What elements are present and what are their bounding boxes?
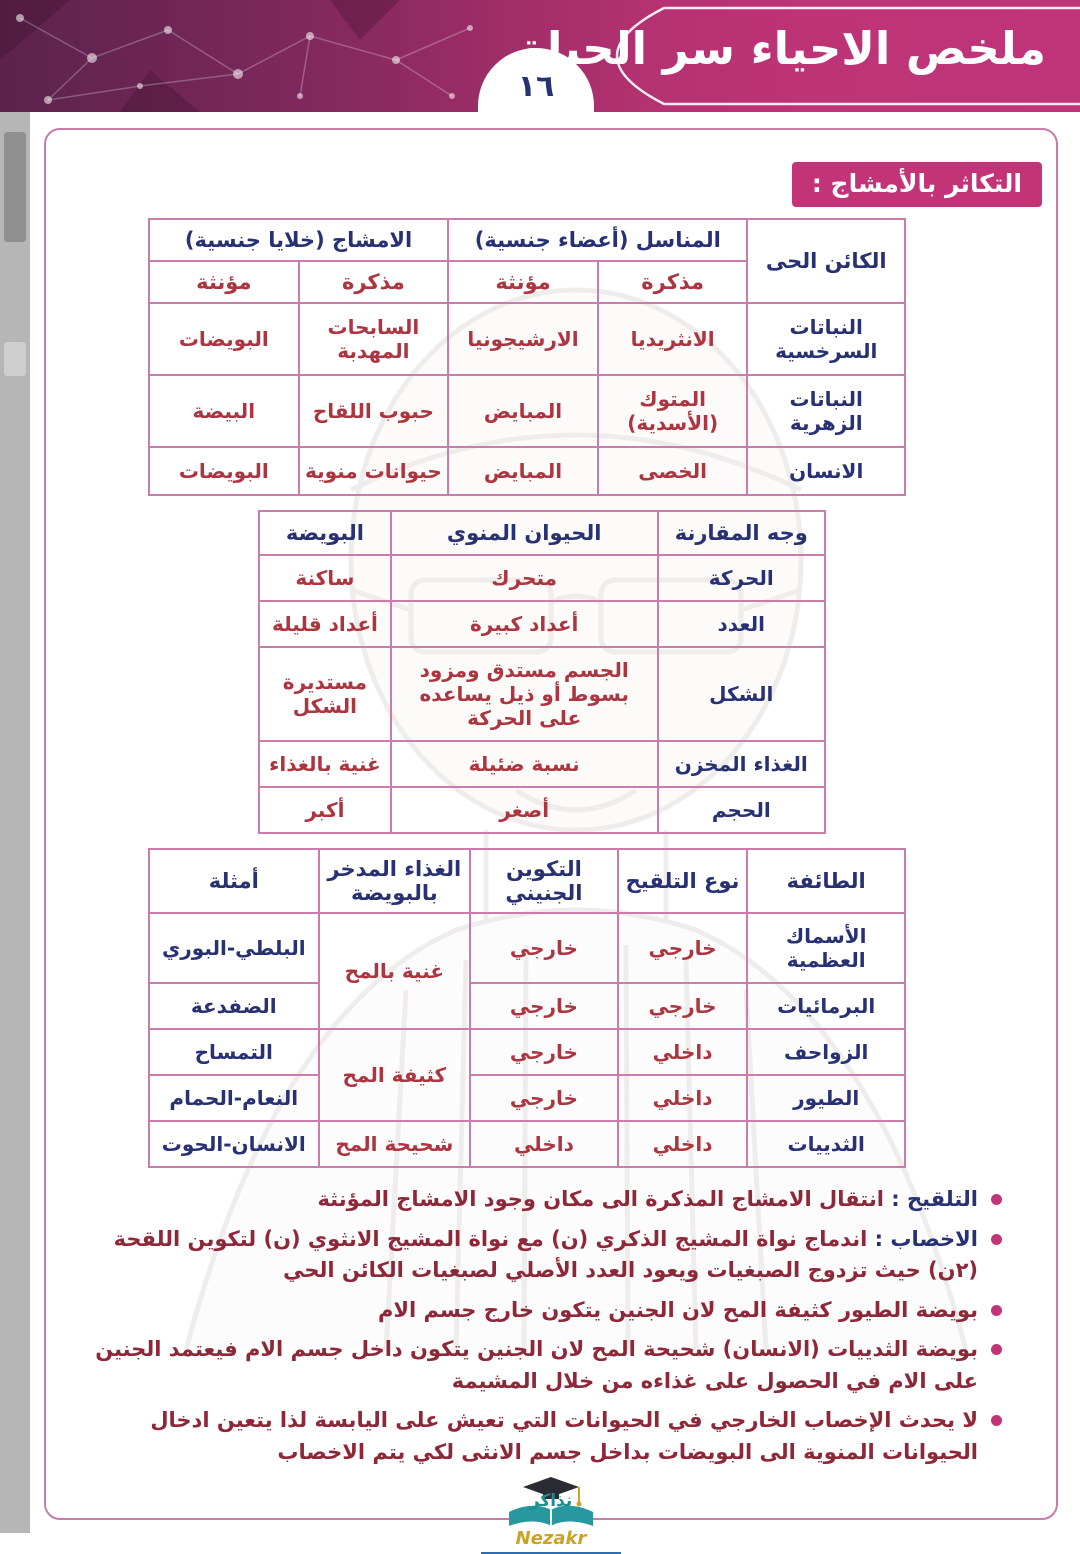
table-cell: الشكل bbox=[658, 647, 825, 741]
table-cell: البويضات bbox=[149, 447, 299, 495]
note-item bbox=[84, 1224, 1004, 1287]
note-keyword: الاخصاب : bbox=[874, 1226, 978, 1251]
note-text: انتقال الامشاج المذكرة الى مكان وجود الامشاج المؤنثة bbox=[317, 1187, 884, 1211]
table-cell: المتوك (الأسدية) bbox=[598, 375, 748, 447]
table-cell: خارجي bbox=[470, 913, 618, 983]
bullet-icon bbox=[991, 1305, 1002, 1316]
table-row bbox=[149, 983, 905, 1029]
table-cell: الأسماك العظمية bbox=[747, 913, 905, 983]
table-cell: الانسان-الحوت bbox=[149, 1121, 319, 1167]
bullet-icon bbox=[991, 1234, 1002, 1245]
bullet-icon bbox=[991, 1344, 1002, 1355]
note-text: اندماج نواة المشيج الذكري (ن) مع نواة المشيج الانثوي (ن) لتكوين اللقحة (٢ن) حيث تزدوج الصبغيات ويعود العدد الأصلي لصبغيات الكائن الحي bbox=[113, 1226, 978, 1282]
table-cell: البيضة bbox=[149, 375, 299, 447]
table-cell: نسبة ضئيلة bbox=[391, 741, 658, 787]
table-cell: الزواحف bbox=[747, 1029, 905, 1075]
table-row bbox=[259, 647, 825, 741]
header-banner bbox=[0, 0, 1080, 112]
table-cell: حيوانات منوية bbox=[299, 447, 449, 495]
note-item bbox=[84, 1334, 1004, 1397]
subheader-female: مؤنثة bbox=[448, 261, 598, 303]
table-cell: غنية بالغذاء bbox=[259, 741, 391, 787]
table-cell: أصغر bbox=[391, 787, 658, 833]
note-item bbox=[84, 1405, 1004, 1468]
gametes-organs-table bbox=[148, 218, 906, 496]
table-row bbox=[149, 303, 905, 375]
sperm-ovum-comparison-table bbox=[258, 510, 826, 834]
table-cell: شحيحة المح bbox=[319, 1121, 471, 1167]
table-row bbox=[259, 787, 825, 833]
table-cell: داخلي bbox=[470, 1121, 618, 1167]
bullet-icon bbox=[991, 1194, 1002, 1205]
column-header-gonads: المناسل (أعضاء جنسية) bbox=[448, 219, 747, 261]
subheader-female: مؤنثة bbox=[149, 261, 299, 303]
note-keyword: التلقيح : bbox=[891, 1187, 978, 1211]
note-item bbox=[84, 1295, 1004, 1327]
table-row bbox=[149, 375, 905, 447]
table-cell: الطيور bbox=[747, 1075, 905, 1121]
table-row bbox=[259, 741, 825, 787]
table-cell-merged: كثيفة المح bbox=[319, 1029, 471, 1121]
table-cell: متحرك bbox=[391, 555, 658, 601]
note-item bbox=[84, 1184, 1004, 1216]
table-row bbox=[149, 1075, 905, 1121]
column-header-ovum: البويضة bbox=[259, 511, 391, 555]
column-header-yolk: الغذاء المدخر بالبويضة bbox=[319, 849, 471, 913]
table-cell: البرمائيات bbox=[747, 983, 905, 1029]
table-row bbox=[149, 849, 905, 913]
table-cell: البويضات bbox=[149, 303, 299, 375]
table-row bbox=[149, 1029, 905, 1075]
table-cell: النباتات السرخسية bbox=[747, 303, 905, 375]
logo-arabic-text: نذاكر bbox=[529, 1491, 573, 1511]
table-cell: الضفدعة bbox=[149, 983, 319, 1029]
notes-section bbox=[84, 1184, 1004, 1468]
table-cell: خارجي bbox=[470, 1075, 618, 1121]
table-cell: الثدييات bbox=[747, 1121, 905, 1167]
table-cell: ساكنة bbox=[259, 555, 391, 601]
fertilization-classes-table bbox=[148, 848, 906, 1168]
table-cell: داخلي bbox=[618, 1121, 748, 1167]
table-cell: أكبر bbox=[259, 787, 391, 833]
note-text: بويضة الطيور كثيفة المح لان الجنين يتكون خارج جسم الام bbox=[377, 1297, 978, 1322]
table-cell: خارجي bbox=[618, 983, 748, 1029]
table-cell: الحركة bbox=[658, 555, 825, 601]
table-cell: خارجي bbox=[618, 913, 748, 983]
bullet-icon bbox=[991, 1415, 1002, 1426]
table-cell: حبوب اللقاح bbox=[299, 375, 449, 447]
table-cell: أعداد قليلة bbox=[259, 601, 391, 647]
section-badge: التكاثر بالأمشاج : bbox=[792, 162, 1042, 207]
page-number: ١٦ bbox=[517, 69, 555, 104]
column-header-fertilization: نوع التلقيح bbox=[618, 849, 748, 913]
nezakr-logo bbox=[471, 1476, 631, 1554]
table-row bbox=[259, 555, 825, 601]
table-cell: النباتات الزهرية bbox=[747, 375, 905, 447]
table-row bbox=[259, 511, 825, 555]
table-row bbox=[259, 601, 825, 647]
column-header-embryonic: التكوين الجنيني bbox=[470, 849, 618, 913]
table-row bbox=[149, 219, 905, 261]
table-row bbox=[149, 447, 905, 495]
page-title: ملخص الاحياء سر الحياة bbox=[520, 22, 1046, 75]
table-cell: داخلي bbox=[618, 1075, 748, 1121]
table-row bbox=[149, 1121, 905, 1167]
table-cell: الانثريديا bbox=[598, 303, 748, 375]
subheader-male: مذكرة bbox=[598, 261, 748, 303]
table-cell: الغذاء المخزن bbox=[658, 741, 825, 787]
table-cell: المبايض bbox=[448, 375, 598, 447]
column-header-examples: أمثلة bbox=[149, 849, 319, 913]
table-row bbox=[149, 913, 905, 983]
column-header-sperm: الحيوان المنوي bbox=[391, 511, 658, 555]
table-cell: الارشيجونيا bbox=[448, 303, 598, 375]
note-text: بويضة الثدييات (الانسان) شحيحة المح لان الجنين يتكون داخل جسم الام فيعتمد الجنين على الام في الحصول على غذاءه من خلال المشيمة bbox=[95, 1337, 978, 1393]
table-cell: الجسم مستدق ومزود بسوط أو ذيل يساعده على الحركة bbox=[391, 647, 658, 741]
table-cell: الانسان bbox=[747, 447, 905, 495]
table-cell: النعام-الحمام bbox=[149, 1075, 319, 1121]
table-cell: التمساح bbox=[149, 1029, 319, 1075]
column-header-organism: الكائن الحى bbox=[747, 219, 905, 303]
scan-artifact bbox=[4, 342, 26, 376]
scan-artifact bbox=[4, 132, 26, 242]
table-cell: داخلي bbox=[618, 1029, 748, 1075]
table-cell: مستديرة الشكل bbox=[259, 647, 391, 741]
table-cell: الخصى bbox=[598, 447, 748, 495]
table-cell: الحجم bbox=[658, 787, 825, 833]
table-cell: أعداد كبيرة bbox=[391, 601, 658, 647]
table-cell: البلطي-البوري bbox=[149, 913, 319, 983]
column-header-taxon: الطائفة bbox=[747, 849, 905, 913]
column-header-aspect: وجه المقارنة bbox=[658, 511, 825, 555]
table-cell-merged: غنية بالمح bbox=[319, 913, 471, 1029]
column-header-gametes: الامشاج (خلايا جنسية) bbox=[149, 219, 448, 261]
table-cell: خارجي bbox=[470, 1029, 618, 1075]
content-sheet bbox=[44, 128, 1058, 1549]
table-cell: العدد bbox=[658, 601, 825, 647]
subheader-male: مذكرة bbox=[299, 261, 449, 303]
table-cell: خارجي bbox=[470, 983, 618, 1029]
table-cell: السابحات المهدبة bbox=[299, 303, 449, 375]
scan-edge-strip bbox=[0, 112, 30, 1533]
table-cell: المبايض bbox=[448, 447, 598, 495]
logo-latin-text: Nezakr bbox=[515, 1528, 587, 1549]
note-text: لا يحدث الإخصاب الخارجي في الحيوانات التي تعيش على اليابسة لذا يتعين ادخال الحيوانات المنوية الى البويضات بداخل جسم الانثى لكي يتم الاخصاب bbox=[150, 1408, 978, 1464]
